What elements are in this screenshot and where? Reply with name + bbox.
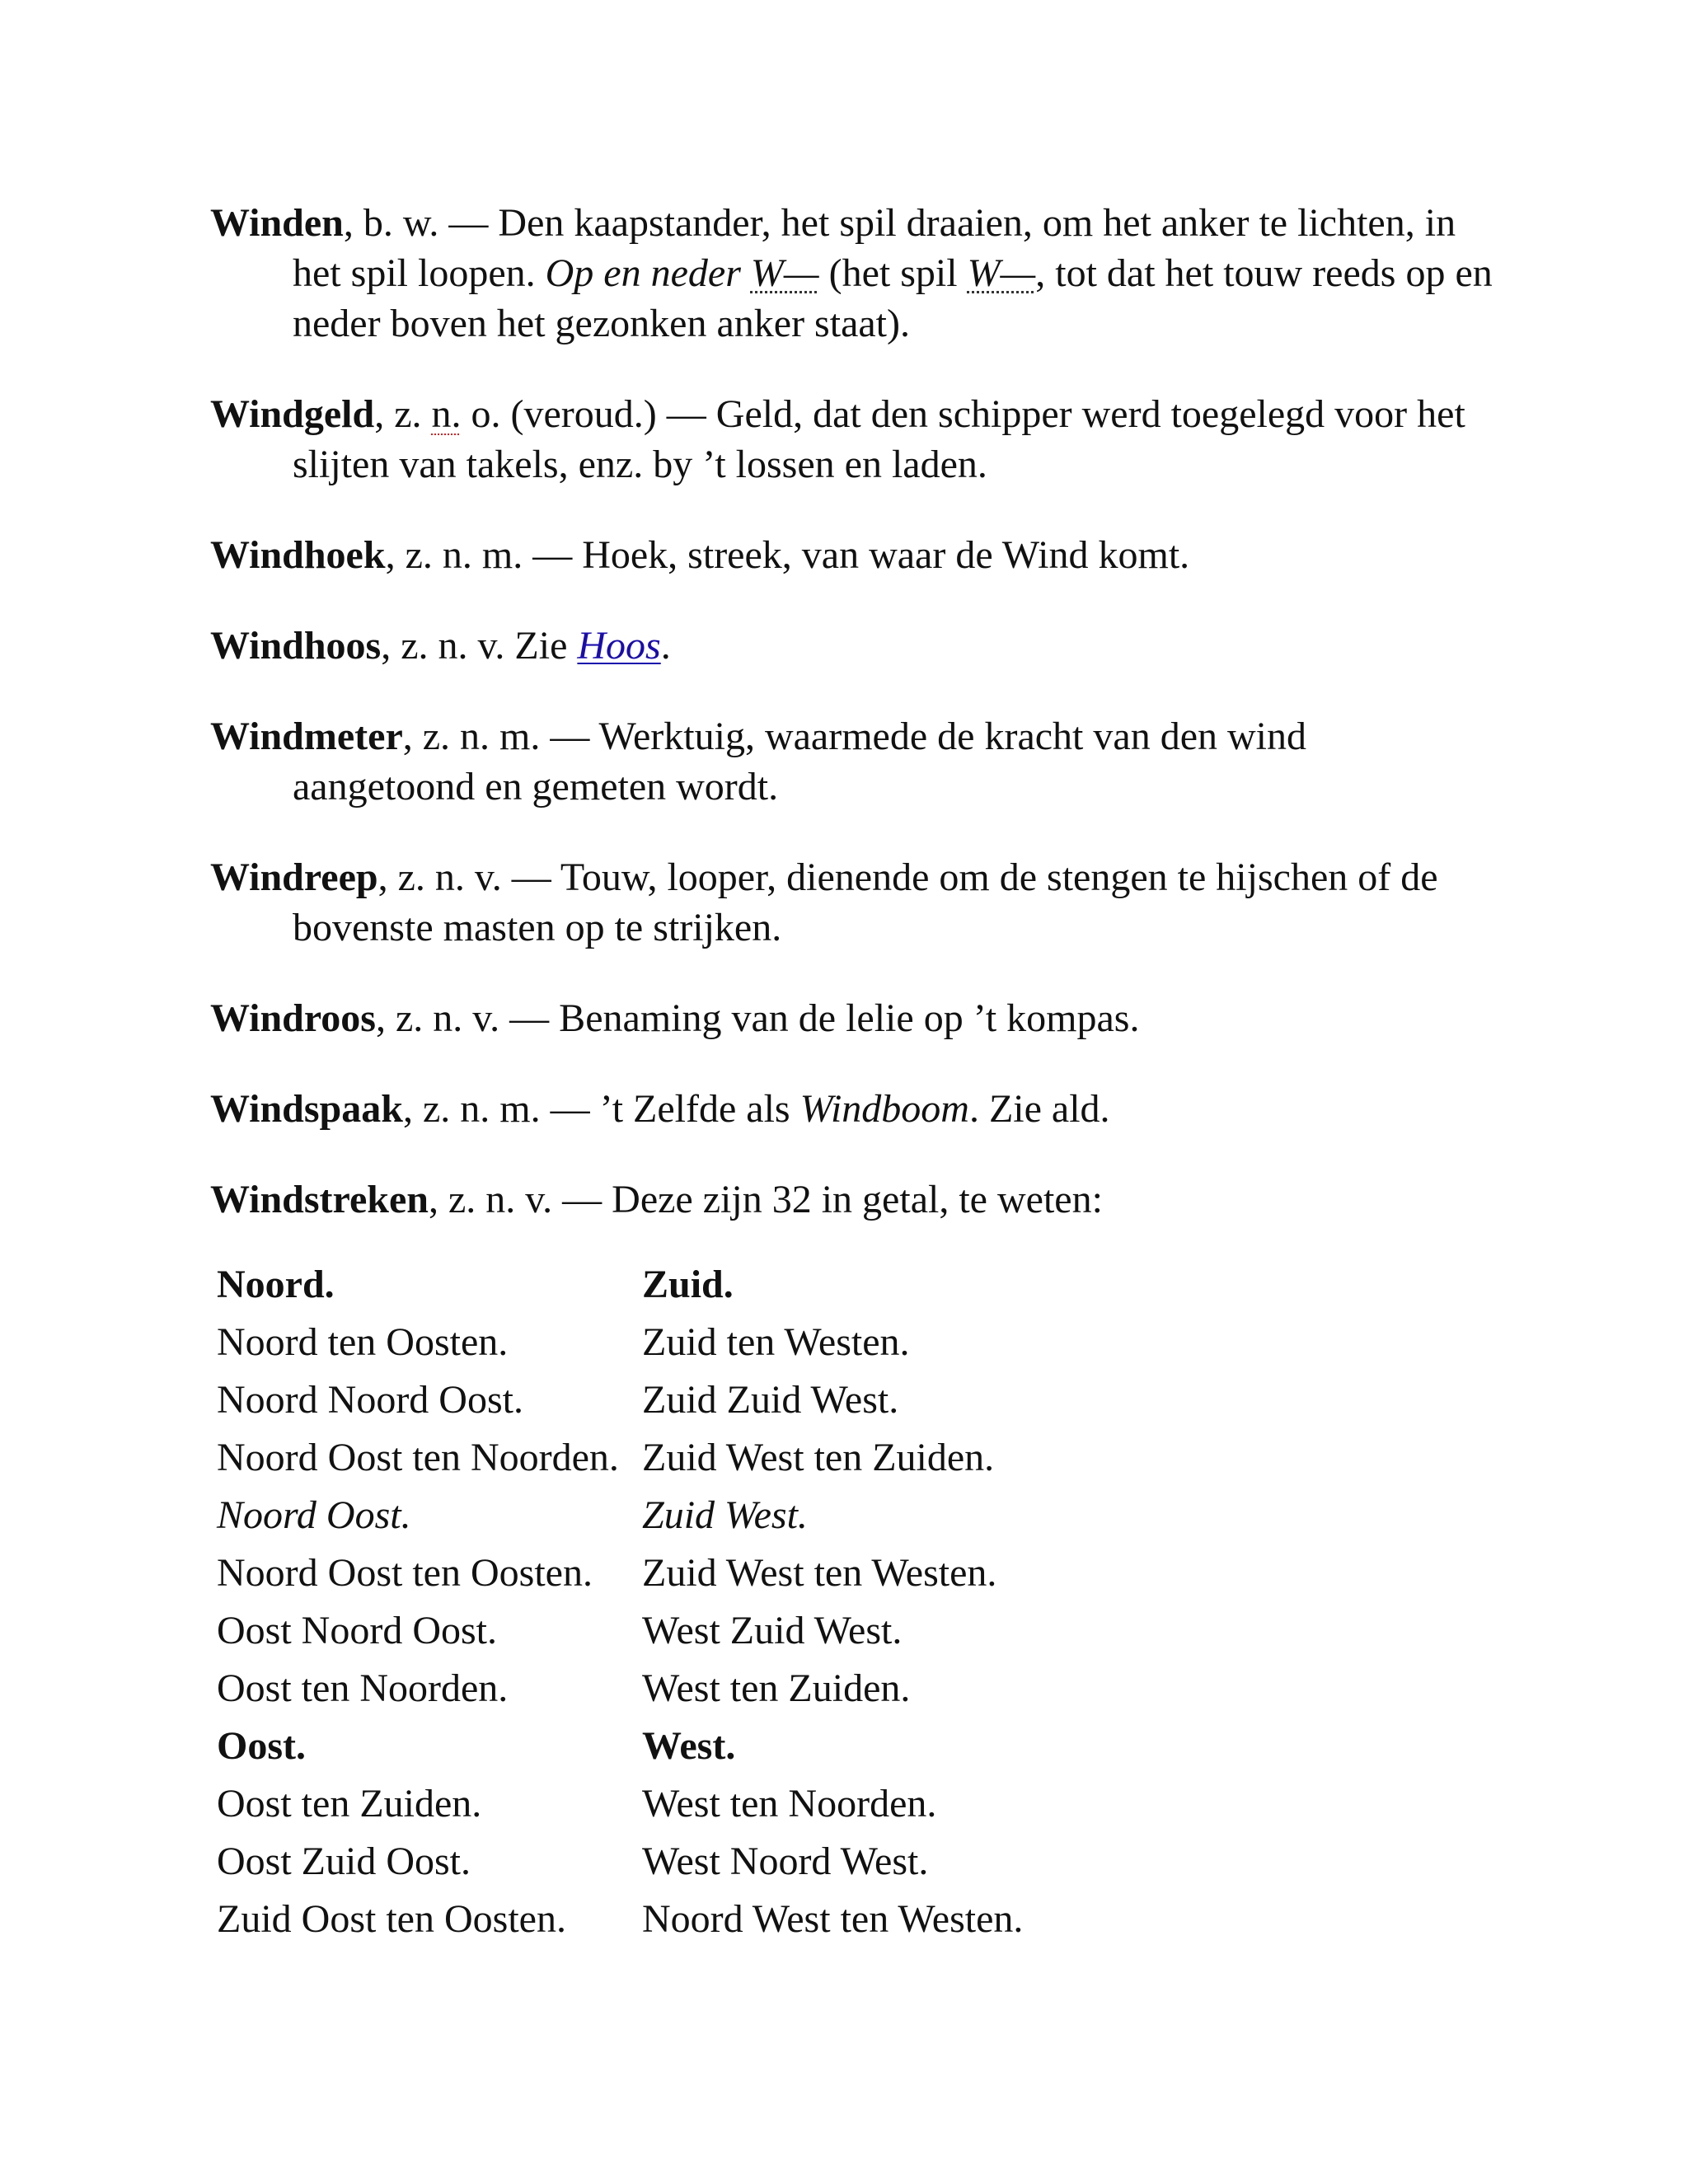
table-row [217,1428,1023,1486]
entry-windhoos [210,621,1496,671]
entry-windreep [210,852,1496,953]
table-cell: West ten Noorden. [642,1781,937,1825]
entry-text: , tot dat het touw reeds op en neder boven het gezonken anker staat). [293,251,1493,345]
table-row [217,1601,1023,1659]
table-row [217,1313,1023,1371]
table-cell: Noord ten Oosten. [217,1319,509,1364]
entry-windmeter [210,711,1496,812]
compass-points-table [217,1255,1023,1947]
table-cell: West Noord West. [642,1839,929,1883]
table-cell: West Zuid West. [642,1608,903,1652]
entry-text: o. (veroud.) — Geld, dat den schipper werd toegelegd voor het slijten van takels, enz. by ’t lossen en laden. [293,392,1465,486]
entry-windgeld [210,389,1496,490]
headword: Windstreken [210,1178,429,1221]
table-cell: Oost. [217,1723,306,1768]
entry-text: , z. n. v. Zie [381,624,578,668]
headword: Windhoos [210,624,382,668]
table-cell: Zuid Zuid West. [642,1377,899,1422]
table-row [217,1717,1023,1774]
table-row [217,1544,1023,1601]
table-cell: Noord Oost. [217,1493,411,1537]
table-row [217,1486,1023,1544]
table-cell: Noord. [217,1262,335,1306]
entry-windspaak [210,1084,1496,1134]
headword: Windreep [210,855,378,899]
table-cell: Oost Noord Oost. [217,1608,498,1652]
entry-text: , z. n. m. — Hoek, streek, van waar de Wind komt. [385,533,1190,577]
headword: Windspaak [210,1087,403,1131]
entry-winden [210,198,1496,349]
italic-term: Windboom [799,1087,969,1131]
entry-text: , b. w. — Den kaapstander, het spil draaien, om het anker te lichten, in het spil loopen. [293,201,1456,295]
dictionary-page [210,198,1496,1265]
example-phrase: Op en neder [545,251,751,295]
headword: Windhoek [210,533,386,577]
headword: Windroos [210,996,376,1040]
table-cell: West. [642,1723,736,1768]
entry-text: . [660,624,671,668]
table-cell: Noord West ten Westen. [642,1896,1024,1941]
entry-text: , z. n. v. — Touw, looper, dienende om de stengen te hijschen of de bovenste masten op te strijken. [293,855,1438,949]
entry-text: , z. n. v. — Benaming van de lelie op ’t kompas. [375,996,1140,1040]
table-cell: West ten Zuiden. [642,1666,911,1710]
entry-text: , z. n. m. — Werktuig, waarmede de kracht van den wind aangetoond en gemeten wordt. [293,715,1306,808]
entry-windroos [210,993,1496,1043]
abbreviation: W— [967,251,1036,295]
table-row [217,1659,1023,1717]
entry-text: , z. n. v. — Deze zijn 32 in getal, te weten: [428,1178,1103,1221]
entry-windhoek [210,530,1496,580]
table-cell: Zuid West ten Westen. [642,1550,997,1595]
table-cell: Oost Zuid Oost. [217,1839,471,1883]
entry-windstreken [210,1174,1496,1225]
entry-text: , z. [374,392,432,436]
table-row [217,1832,1023,1890]
table-cell: Zuid West. [642,1493,808,1537]
entry-text: . Zie ald. [968,1087,1110,1131]
table-cell: Zuid West ten Zuiden. [642,1435,995,1479]
headword: Windmeter [210,715,403,758]
table-cell: Zuid ten Westen. [642,1319,910,1364]
table-cell: Zuid. [642,1262,734,1306]
abbreviation: W— [750,251,819,295]
table-cell: Oost ten Noorden. [217,1666,509,1710]
headword: Windgeld [210,392,375,436]
flagged-word: n. [431,392,462,436]
table-row [217,1890,1023,1947]
table-cell: Oost ten Zuiden. [217,1781,482,1825]
table-row [217,1255,1023,1313]
entry-text: (het spil [818,251,968,295]
table-row [217,1774,1023,1832]
table-cell: Noord Oost ten Oosten. [217,1550,593,1595]
cross-reference-link-hoos[interactable]: Hoos [577,624,661,668]
entry-text: , z. n. m. — ’t Zelfde als [402,1087,800,1131]
table-cell: Zuid Oost ten Oosten. [217,1896,566,1941]
headword: Winden [210,201,344,245]
table-cell: Noord Noord Oost. [217,1377,523,1422]
table-row [217,1371,1023,1428]
table-cell: Noord Oost ten Noorden. [217,1435,619,1479]
